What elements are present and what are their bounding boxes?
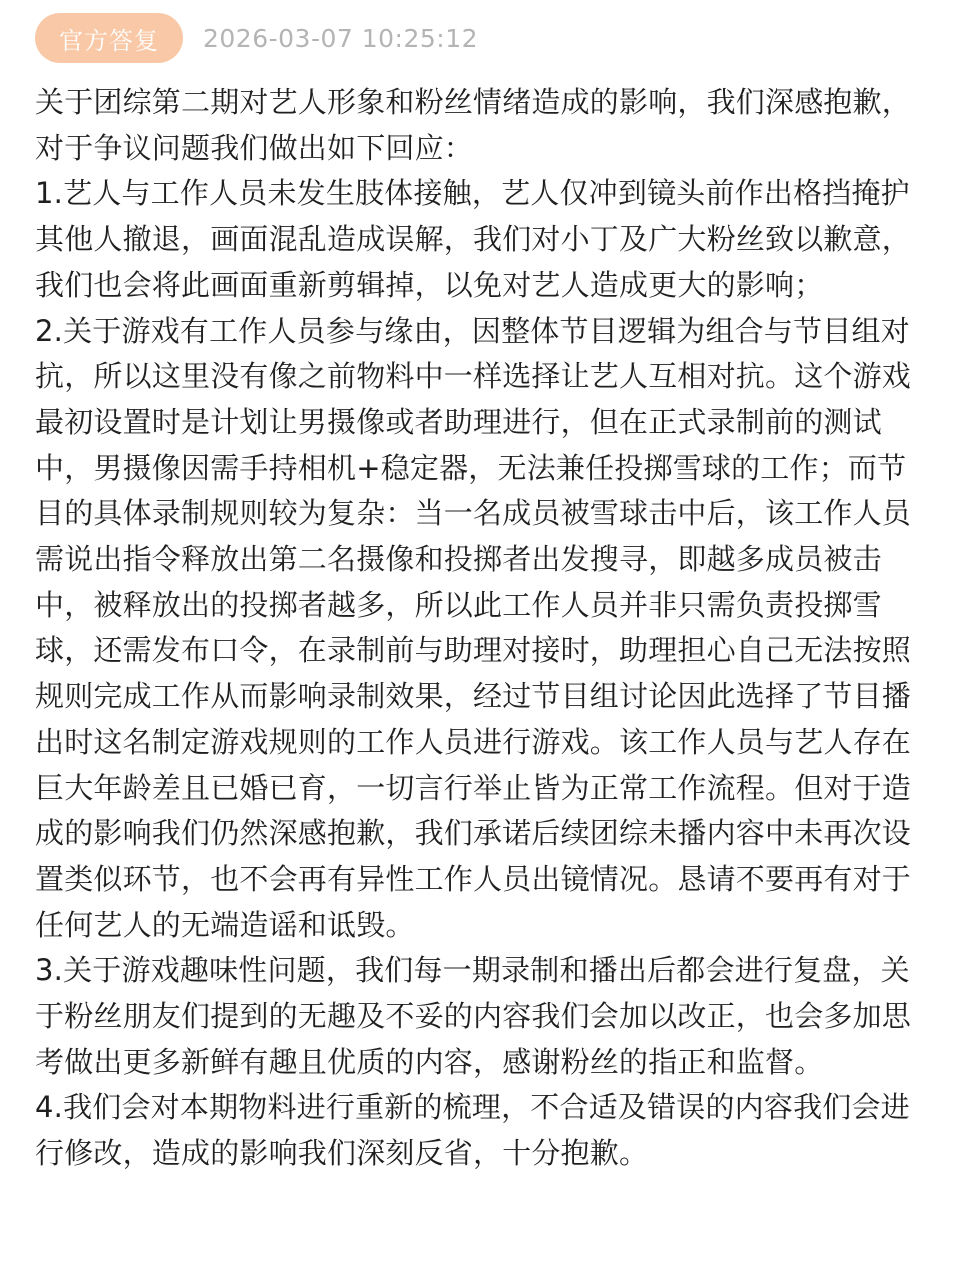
- reply-header: [35, 12, 478, 64]
- point-4-paragraph: 4.我们会对本期物料进行重新的梳理，不合适及错误的内容我们会进行修改，造成的影响我们深刻反省，十分抱歉。: [35, 1090, 910, 1171]
- point-1-paragraph: 1.艺人与工作人员未发生肢体接触，艺人仅冲到镜头前作出格挡掩护其他人撤退，画面混乱造成误解，我们对小丁及广大粉丝致以歉意，我们也会将此画面重新剪辑掉，以免对艺人造成更大的影响；: [35, 176, 912, 302]
- intro-paragraph: 关于团综第二期对艺人形象和粉丝情绪造成的影响，我们深感抱歉，对于争议问题我们做出如下回应：: [35, 85, 912, 165]
- point-3-paragraph: 3.关于游戏趣味性问题，我们每一期录制和播出后都会进行复盘，关于粉丝朋友们提到的无趣及不妥的内容我们会加以改正，也会多加思考做出更多新鲜有趣且优质的内容，感谢粉丝的指正和监督。: [35, 953, 912, 1079]
- reply-timestamp: 2026-03-07 10:25:12: [203, 23, 479, 53]
- point-2-paragraph: 2.关于游戏有工作人员参与缘由，因整体节目逻辑为组合与节目组对抗，所以这里没有像之前物料中一样选择让艺人互相对抗。这个游戏最初设置时是计划让男摄像或者助理进行，但在正式录制前的测试中，男摄像因需手持相机+稳定器，无法兼任投掷雪球的工作；而节目的具体录制规则较为复杂：当一名成员被雪球击中后，该工作人员需说出指令释放出第二名摄像和投掷者出发搜寻，即越多成员被击中，被释放出的投掷者越多，所以此工作人员并非只需负责投掷雪球，还需发布口令，在录制前与助理对接时，助理担心自己无法按照规则完成工作从而影响录制效果，经过节目组讨论因此选择了节目播出时这名制定游戏规则的工作人员进行游戏。该工作人员与艺人存在巨大年龄差且已婚已育，一切言行举止皆为正常工作流程。但对于造成的影响我们仍然深感抱歉，我们承诺后续团综未播内容中未再次设置类似环节，也不会再有异性工作人员出镜情况。恳请不要再有对于任何艺人的无端造谣和诋毁。: [35, 313, 912, 942]
- official-reply-badge: 官方答复: [35, 13, 183, 63]
- reply-content: [35, 80, 931, 1177]
